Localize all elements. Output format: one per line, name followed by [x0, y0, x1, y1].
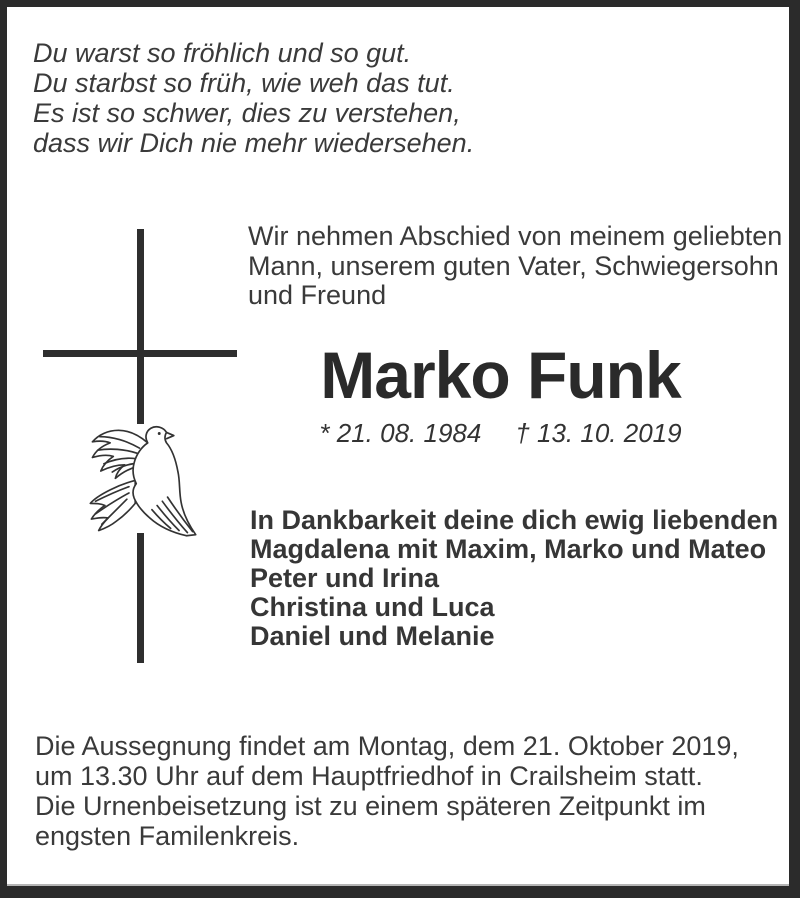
- death-date: † 13. 10. 2019: [515, 418, 682, 448]
- deceased-name-block: [248, 340, 753, 410]
- funeral-line: engsten Familenkreis.: [35, 821, 300, 851]
- intro-line: und Freund: [248, 280, 387, 310]
- funeral-info: [35, 731, 739, 851]
- poem-line: Es ist so schwer, dies zu verstehen,: [33, 98, 461, 128]
- intro-line: Mann, unserem guten Vater, Schwiegersohn: [248, 250, 779, 281]
- family-block: [250, 506, 778, 651]
- farewell-intro: [248, 222, 782, 311]
- family-line: Peter und Irina: [250, 563, 440, 593]
- funeral-line: Die Aussegnung findet am Montag, dem 21. Oktober 2019,: [35, 731, 739, 761]
- poem-line: Du starbst so früh, wie weh das tut.: [33, 68, 455, 98]
- deceased-name: Marko Funk: [320, 338, 681, 412]
- funeral-line: Die Urnenbeisetzung ist zu einem späteren Zeitpunkt im: [35, 791, 706, 821]
- funeral-line: um 13.30 Uhr auf dem Hauptfriedhof in Crailsheim statt.: [35, 761, 703, 791]
- intro-line: Wir nehmen Abschied von meinem geliebten: [248, 221, 783, 251]
- cross-icon: [137, 229, 144, 424]
- life-dates: [248, 418, 753, 448]
- family-line: Christina und Luca: [250, 592, 495, 622]
- family-line: Magdalena mit Maxim, Marko und Mateo: [250, 534, 767, 564]
- poem-verse: [33, 38, 474, 158]
- cross-icon: [43, 350, 237, 357]
- poem-line: Du warst so fröhlich und so gut.: [33, 38, 412, 68]
- family-line: In Dankbarkeit deine dich ewig liebenden: [250, 505, 779, 535]
- family-line: Daniel und Melanie: [250, 621, 495, 651]
- dove-icon: [86, 422, 198, 542]
- cross-icon: [137, 533, 144, 663]
- birth-date: * 21. 08. 1984: [319, 418, 482, 448]
- poem-line: dass wir Dich nie mehr wiedersehen.: [33, 128, 475, 158]
